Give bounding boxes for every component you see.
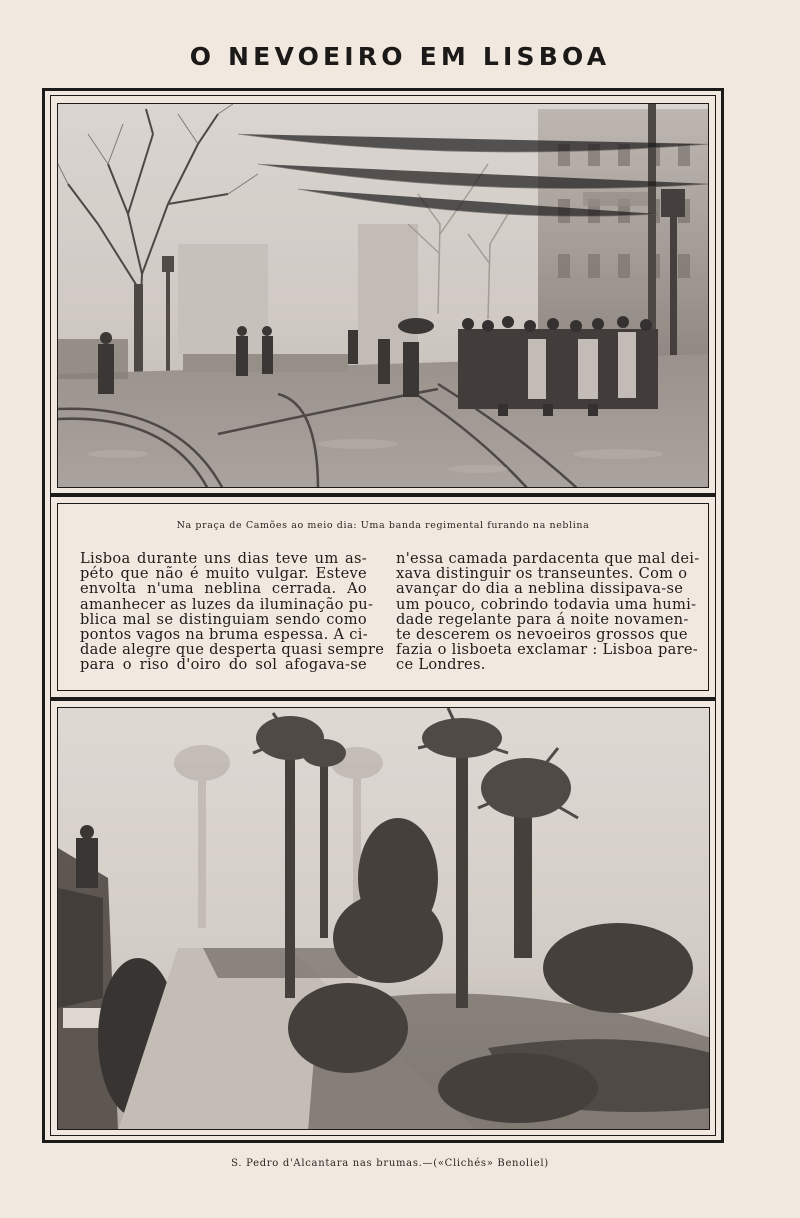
caption-praca-camoes: Na praça de Camões ao meio dia: Uma banda regimental furando na neblina xyxy=(176,520,590,531)
article-panel xyxy=(57,503,709,691)
article-line: envolta n'uma neblina cerrada. Ao xyxy=(80,580,367,598)
article-line: te descerem os nevoeiros grossos que xyxy=(396,626,688,644)
page-headline: O NEVOEIRO EM LISBOA xyxy=(189,42,611,71)
caption-sao-pedro-alcantara: S. Pedro d'Alcantara nas brumas.—(«Clichés» Benoliel) xyxy=(231,1158,549,1169)
photo-sao-pedro-alcantara xyxy=(57,707,710,1130)
divider-lower xyxy=(50,697,716,701)
article-line: péto que não é muito vulgar. Esteve xyxy=(80,565,367,583)
article-column-right xyxy=(396,550,700,674)
article-line: pontos vagos na bruma espessa. A ci- xyxy=(80,626,368,644)
photo-sao-pedro-alcantara-image xyxy=(58,708,710,1130)
article-line: um pouco, cobrindo todavia uma humi- xyxy=(396,595,697,613)
article-line: xava distinguir os transeuntes. Com o xyxy=(396,565,688,583)
article-line: dade alegre que desperta quasi sempre xyxy=(80,641,385,659)
article-line: dade regelante para á noite novamen- xyxy=(396,610,689,628)
article-line: ce Londres. xyxy=(396,656,486,674)
photo-praca-camoes-image xyxy=(58,104,709,488)
article-line: blica mal se distinguiam sendo como xyxy=(80,610,367,628)
article-line: para o riso d'oiro do sol afogava-se xyxy=(80,656,367,674)
divider-upper xyxy=(50,493,716,497)
article-line: amanhecer as luzes da iluminação pu- xyxy=(80,595,374,613)
article-column-left xyxy=(80,550,385,674)
article-line: fazia o lisboeta exclamar : Lisboa pare- xyxy=(396,641,699,659)
photo-praca-camoes xyxy=(57,103,709,488)
article-line: Lisboa durante uns dias teve um as- xyxy=(80,550,367,567)
article-line: n'essa camada pardacenta que mal dei- xyxy=(396,550,700,567)
article-line: avançar do dia a neblina dissipava-se xyxy=(396,580,684,598)
